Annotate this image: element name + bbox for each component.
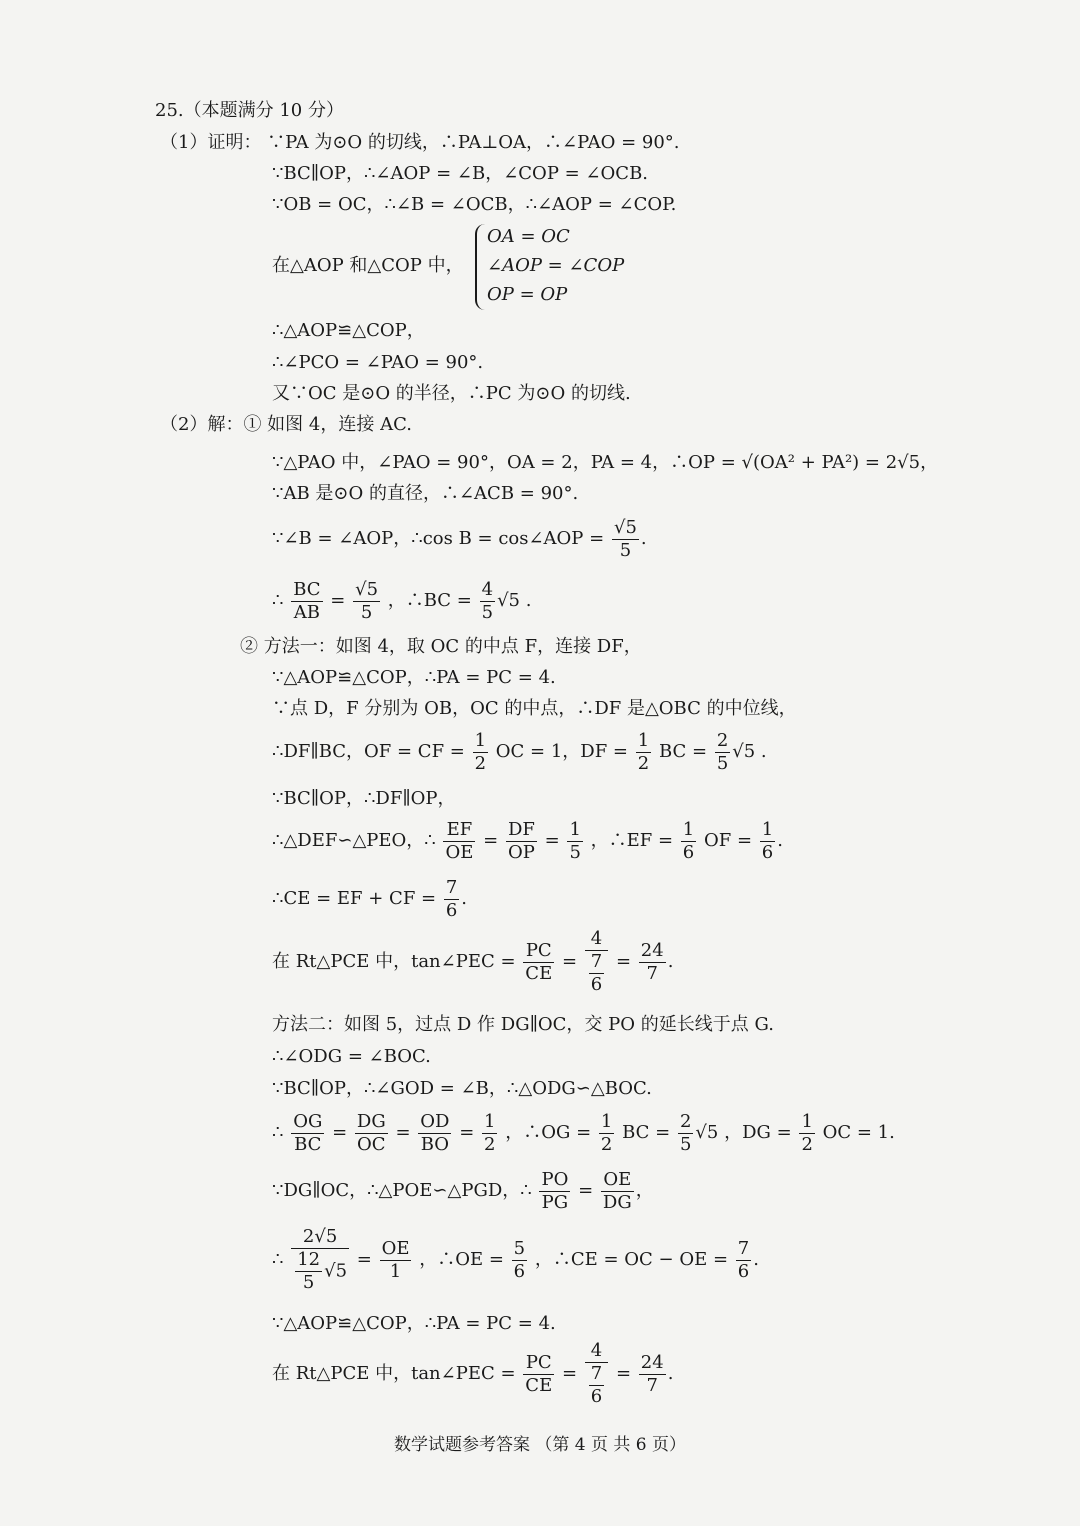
numerator: 1 <box>637 729 650 751</box>
numerator: OD <box>420 1110 450 1132</box>
equals: = <box>561 951 578 972</box>
sqrt-term: √5 <box>324 1260 348 1282</box>
fraction <box>291 1111 324 1156</box>
fraction <box>589 1363 604 1408</box>
fraction <box>353 579 380 624</box>
numerator: 12 <box>297 1249 321 1270</box>
text: ∵DG∥OC，∴△POE∽△PGD，∴ <box>272 1180 532 1201</box>
part2-heading: （2）解：① 如图 4，连接 AC. <box>160 414 412 435</box>
therefore: ∴ <box>272 1249 284 1270</box>
numerator: 7 <box>590 1363 603 1384</box>
fraction <box>291 579 322 624</box>
denominator: 6 <box>590 974 603 995</box>
method2-line-6: ∵△AOP≌△COP，∴PA = PC = 4. <box>272 1313 556 1334</box>
sqrt-term: √5 . <box>732 741 767 762</box>
numerator: 4 <box>585 928 608 951</box>
equals: = <box>483 830 499 851</box>
denominator: 5 <box>619 539 632 561</box>
part2-line-1: ∵△PAO 中，∠PAO = 90°，OA = 2，PA = 4，∴OP = √(OA² + PA²) = 2√5， <box>272 452 939 473</box>
numerator: 24 <box>640 939 664 961</box>
comma: ， <box>635 1180 654 1201</box>
denominator: OE <box>445 841 474 863</box>
period: . <box>667 1363 674 1384</box>
denominator: PG <box>541 1191 569 1213</box>
proof-line-4: 在△AOP 和△COP 中， <box>272 255 464 276</box>
denominator: 2 <box>484 1133 496 1155</box>
text: ∴△DEF∽△PEO，∴ <box>272 830 436 851</box>
numerator: √5 <box>613 516 637 538</box>
numerator: 7 <box>445 876 458 898</box>
text: OC = 1. <box>822 1122 895 1143</box>
numerator: 1 <box>801 1110 813 1132</box>
sqrt-term: √5 . <box>497 590 532 611</box>
denominator: 2 <box>600 1133 613 1155</box>
text: ，∴OE = <box>419 1249 504 1270</box>
fraction <box>539 1169 570 1214</box>
method1-heading: ② 方法一：如图 4，取 OC 的中点 F，连接 DF， <box>240 636 642 657</box>
method2-line-5 <box>272 1226 759 1294</box>
complex-fraction <box>291 1226 349 1294</box>
fraction <box>473 730 488 775</box>
denominator: 2 <box>637 752 650 774</box>
proof-line-7: 又∵OC 是⊙O 的半径，∴PC 为⊙O 的切线. <box>272 383 631 404</box>
fraction <box>506 819 537 864</box>
fraction <box>567 819 582 864</box>
fraction <box>380 1238 412 1283</box>
numerator: PC <box>523 940 554 963</box>
proof-line-5: ∴△AOP≌△COP， <box>272 320 425 341</box>
numerator: 1 <box>569 818 581 840</box>
fraction <box>612 517 639 562</box>
system-row-3: OP = OP <box>487 284 568 305</box>
bc-text: ，∴BC = <box>387 590 472 611</box>
part2-line-3 <box>272 514 647 564</box>
period: . <box>777 830 783 851</box>
denominator: 2 <box>801 1133 813 1155</box>
equals: = <box>615 951 632 972</box>
part2-line-2: ∵AB 是⊙O 的直径，∴∠ACB = 90°. <box>272 483 579 504</box>
denominator: BO <box>420 1133 450 1155</box>
method2-line-3 <box>272 1108 895 1158</box>
method1-line-2: ∵点 D，F 分别为 OB，OC 的中点，∴DF 是△OBC 的中位线， <box>272 698 797 719</box>
fraction <box>678 1111 693 1156</box>
method1-line-7 <box>272 928 673 996</box>
fraction <box>715 730 730 775</box>
system-row-1: OA = OC <box>487 226 570 247</box>
denominator: 6 <box>737 1260 750 1282</box>
numerator: 1 <box>484 1110 496 1132</box>
denominator: AB <box>293 601 320 623</box>
system-row-2: ∠AOP = ∠COP <box>487 255 625 276</box>
numerator: PC <box>523 1352 554 1375</box>
system-brace <box>475 224 487 310</box>
numerator: OE <box>601 1169 634 1192</box>
fraction <box>443 819 475 864</box>
fraction <box>482 1111 497 1156</box>
equals: = <box>544 830 560 851</box>
numerator: 1 <box>474 729 487 751</box>
numerator: 2√5 <box>291 1226 349 1249</box>
proof-line-1: （1）证明： ∵PA 为⊙O 的切线，∴PA⊥OA，∴∠PAO = 90°. <box>160 132 680 153</box>
denominator: 7 <box>646 962 658 984</box>
method1-line-4: ∵BC∥OP，∴DF∥OP， <box>272 788 456 809</box>
fraction <box>295 1249 322 1294</box>
equals: = <box>330 590 346 611</box>
denominator: 5 <box>679 1133 692 1155</box>
sqrt-term: √5 <box>695 1122 719 1143</box>
numerator: 2 <box>716 729 729 751</box>
numerator: 4 <box>481 578 494 600</box>
fraction <box>355 1111 388 1156</box>
equals: = <box>459 1122 475 1143</box>
equals: = <box>332 1122 348 1143</box>
numerator: 1 <box>600 1110 613 1132</box>
period: . <box>753 1249 759 1270</box>
fraction <box>760 819 775 864</box>
text: OC = 1，DF = <box>495 741 629 762</box>
proof-line-3: ∵OB = OC，∴∠B = ∠OCB，∴∠AOP = ∠COP. <box>272 194 677 215</box>
denominator: 2 <box>474 752 487 774</box>
fraction <box>480 579 495 624</box>
fraction <box>636 730 651 775</box>
page-footer: 数学试题参考答案 （第 4 页 共 6 页） <box>393 1435 687 1455</box>
denominator: 6 <box>513 1260 526 1282</box>
equals: = <box>615 1363 632 1384</box>
numerator: 1 <box>761 818 774 840</box>
numerator: 24 <box>640 1351 664 1373</box>
proof-line-2: ∵BC∥OP，∴∠AOP = ∠B，∠COP = ∠OCB. <box>272 163 649 184</box>
denominator: 5 <box>569 841 581 863</box>
text: ，DG = <box>724 1122 792 1143</box>
numerator: DF <box>507 818 535 840</box>
fraction <box>639 1352 666 1397</box>
fraction <box>599 1111 614 1156</box>
equals: = <box>561 1363 578 1384</box>
numerator: 2 <box>679 1110 692 1132</box>
numerator: √5 <box>355 578 379 600</box>
fraction <box>444 877 459 922</box>
denominator: OC <box>357 1133 386 1155</box>
text: BC = <box>622 1122 671 1143</box>
denominator: 5 <box>360 601 373 623</box>
numerator: EF <box>443 819 475 842</box>
numerator: DG <box>356 1110 386 1132</box>
therefore: ∴ <box>272 590 284 611</box>
text: ∴DF∥BC，OF = CF = <box>272 741 465 762</box>
period: . <box>461 888 468 909</box>
text: 在 Rt△PCE 中，tan∠PEC = <box>272 951 516 972</box>
denominator: 6 <box>445 899 458 921</box>
denominator: 6 <box>761 841 774 863</box>
method2-heading: 方法二：如图 5，过点 D 作 DG∥OC，交 PO 的延长线于点 G. <box>272 1014 774 1035</box>
therefore: ∴ <box>272 1122 284 1143</box>
method2-line-4 <box>272 1166 654 1216</box>
denominator: CE <box>525 1374 553 1396</box>
denominator: 7 <box>646 1374 658 1396</box>
method2-line-2: ∵BC∥OP，∴∠GOD = ∠B，∴△ODG∽△BOC. <box>272 1078 652 1099</box>
numerator: 4 <box>585 1340 608 1363</box>
numerator: 7 <box>590 951 603 972</box>
complex-fraction <box>585 1340 608 1408</box>
denominator: 5 <box>481 601 494 623</box>
denominator: DG <box>602 1191 632 1213</box>
numerator: BC <box>293 578 321 600</box>
fraction <box>799 1111 814 1156</box>
denominator: 1 <box>389 1260 402 1282</box>
method1-line-1: ∵△AOP≌△COP，∴PA = PC = 4. <box>272 667 556 688</box>
numerator: 7 <box>737 1237 750 1259</box>
fraction <box>589 951 604 996</box>
equals: = <box>356 1249 372 1270</box>
method1-line-6 <box>272 874 467 924</box>
denominator: BC <box>294 1133 322 1155</box>
part2-line-4 <box>272 576 531 626</box>
period: . <box>640 528 647 549</box>
fraction <box>601 1169 634 1214</box>
fraction <box>523 1352 554 1397</box>
fraction <box>512 1238 527 1283</box>
method2-line-1: ∴∠ODG = ∠BOC. <box>272 1046 431 1067</box>
equals: = <box>578 1180 594 1201</box>
denominator: OP <box>507 841 535 863</box>
denominator <box>585 951 608 996</box>
cos-text: ∵∠B = ∠AOP，∴cos B = cos∠AOP = <box>272 528 605 549</box>
denominator: CE <box>525 962 553 984</box>
proof-line-6: ∴∠PCO = ∠PAO = 90°. <box>272 352 484 373</box>
denominator: 6 <box>590 1386 603 1407</box>
question-title: 25.（本题满分 10 分） <box>155 100 344 121</box>
text: ∴CE = EF + CF = <box>272 888 437 909</box>
numerator: 5 <box>513 1237 526 1259</box>
text: 在 Rt△PCE 中，tan∠PEC = <box>272 1363 516 1384</box>
numerator: OE <box>381 1237 410 1259</box>
denominator <box>585 1363 608 1408</box>
fraction <box>418 1111 451 1156</box>
text: ，∴EF = <box>590 830 674 851</box>
denominator: 5 <box>716 752 729 774</box>
method1-line-3 <box>272 727 767 777</box>
text: BC = <box>658 741 708 762</box>
text: ，∴OG = <box>505 1122 592 1143</box>
fraction <box>639 940 666 985</box>
period: . <box>667 951 674 972</box>
numerator: PO <box>541 1168 569 1190</box>
equals: = <box>395 1122 411 1143</box>
fraction <box>736 1238 751 1283</box>
denominator: 5 <box>302 1272 315 1293</box>
denominator <box>291 1249 349 1294</box>
fraction <box>681 819 696 864</box>
text: OF = <box>703 830 753 851</box>
numerator: 1 <box>682 818 695 840</box>
numerator: OG <box>293 1110 323 1132</box>
text: ，∴CE = OC − OE = <box>534 1249 729 1270</box>
method2-line-7 <box>272 1340 673 1408</box>
denominator: 6 <box>682 841 695 863</box>
method1-line-5 <box>272 816 783 866</box>
complex-fraction <box>585 928 608 996</box>
fraction <box>523 940 554 985</box>
